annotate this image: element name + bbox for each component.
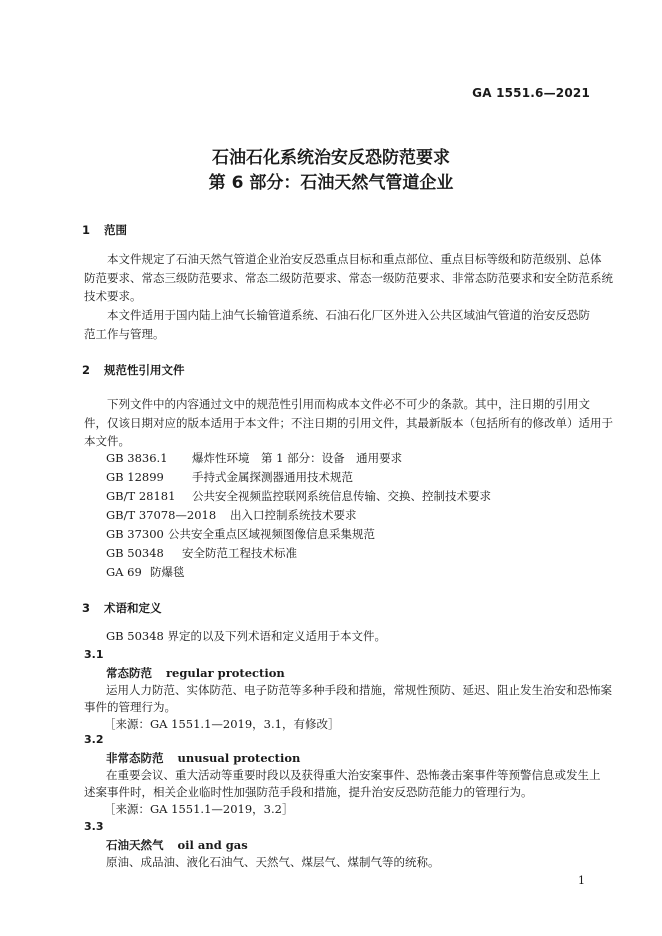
term-entry: [106, 665, 285, 681]
section-number: 3: [82, 601, 91, 615]
scope-paragraph-1: [84, 250, 613, 306]
document-title: 石油石化系统治安反恐防范要求: [212, 148, 450, 168]
term-chinese: 非常态防范: [106, 751, 164, 765]
reference-code: GA 69: [106, 565, 142, 579]
text-line: 述案事件时，相关企业临时性加强防范手段和措施，提升治安反恐防范能力的管理行为。: [84, 785, 533, 799]
document-subtitle: 第 6 部分：石油天然气管道企业: [208, 173, 454, 193]
normative-references-intro: [84, 395, 613, 451]
text-line: 技术要求。: [84, 289, 142, 303]
reference-item: [106, 507, 357, 523]
reference-title: 安全防范工程技术标准: [182, 546, 297, 560]
term-english: oil and gas: [177, 838, 248, 852]
reference-code: GB 3836.1: [106, 451, 168, 465]
reference-item: [106, 450, 402, 466]
scope-paragraph-2: [84, 306, 604, 343]
term-chinese: 常态防范: [106, 666, 152, 680]
reference-title: 防爆毯: [150, 565, 185, 579]
term-definition: [84, 854, 604, 871]
term-number: 3.3: [84, 820, 104, 833]
text-line: 本文件规定了石油天然气管道企业治安反恐重点目标和重点部位、重点目标等级和防范级别、总体: [107, 252, 602, 266]
text-line: 范工作与管理。: [84, 326, 165, 341]
text-line: 事件的管理行为。: [84, 700, 176, 714]
term-definition: [84, 767, 604, 801]
reference-title: 出入口控制系统技术要求: [230, 508, 357, 522]
text-line: 本文件。: [84, 434, 130, 448]
term-definition: [84, 682, 612, 716]
reference-title: 手持式金属探测器通用技术规范: [192, 470, 353, 484]
section-2-heading: [82, 362, 185, 378]
text-line: 下列文件中的内容通过文中的规范性引用而构成本文件必不可少的条款。其中，注日期的引用文: [107, 397, 590, 411]
reference-code: GB/T 37078—2018: [106, 508, 217, 522]
reference-code: GB 12899: [106, 470, 164, 484]
text-line: 在重要会议、重大活动等重要时段以及获得重大治安案事件、恐怖袭击案事件等预警信息或发生上: [106, 768, 601, 782]
text-line: 运用人力防范、实体防范、电子防范等多种手段和措施，常规性预防、延迟、阻止发生治安和恐怖案: [106, 683, 612, 697]
text-line: 防范要求、常态三级防范要求、常态二级防范要求、常态一级防范要求、非常态防范要求和安全防范系统: [84, 270, 613, 285]
reference-code: GB/T 28181: [106, 489, 176, 503]
section-title: 术语和定义: [104, 601, 162, 615]
reference-title: 爆炸性环境 第 1 部分：设备 通用要求: [192, 451, 403, 465]
section-title: 规范性引用文件: [104, 363, 185, 377]
reference-item: [106, 526, 375, 542]
term-entry: [106, 837, 248, 853]
text-line: 本文件适用于国内陆上油气长输管道系统、石油石化厂区外进入公共区域油气管道的治安反恐防: [107, 308, 590, 322]
term-entry: [106, 750, 300, 766]
term-number: 3.2: [84, 733, 104, 746]
reference-item: [106, 564, 185, 580]
reference-code: GB 37300: [106, 527, 164, 541]
term-source: ［来源：GA 1551.1—2019，3.1，有修改］: [104, 717, 340, 731]
reference-title: 公共安全重点区域视频图像信息采集规范: [168, 527, 375, 541]
text-line: 原油、成品油、液化石油气、天然气、煤层气、煤制气等的统称。: [106, 855, 440, 869]
reference-item: [106, 545, 297, 561]
section-1-heading: [82, 222, 127, 238]
term-source: ［来源：GA 1551.1—2019，3.2］: [104, 802, 294, 816]
reference-item: [106, 469, 353, 485]
section-number: 1: [82, 223, 91, 237]
term-chinese: 石油天然气: [106, 838, 164, 852]
reference-title: 公共安全视频监控联网系统信息传输、交换、控制技术要求: [192, 489, 491, 503]
reference-item: [106, 488, 491, 504]
section-number: 2: [82, 363, 91, 377]
standard-number: GA 1551.6—2021: [472, 86, 590, 100]
section-3-heading: [82, 600, 162, 616]
term-english: regular protection: [166, 666, 285, 680]
reference-code: GB 50348: [106, 546, 164, 560]
text-line: 件，仅该日期对应的版本适用于本文件；不注日期的引用文件，其最新版本（包括所有的修改单）适用于: [84, 415, 613, 430]
page-number: 1: [578, 874, 585, 887]
term-english: unusual protection: [177, 751, 301, 765]
term-number: 3.1: [84, 648, 104, 661]
terms-intro: GB 50348 界定的以及下列术语和定义适用于本文件。: [106, 629, 387, 643]
section-title: 范围: [104, 223, 127, 237]
